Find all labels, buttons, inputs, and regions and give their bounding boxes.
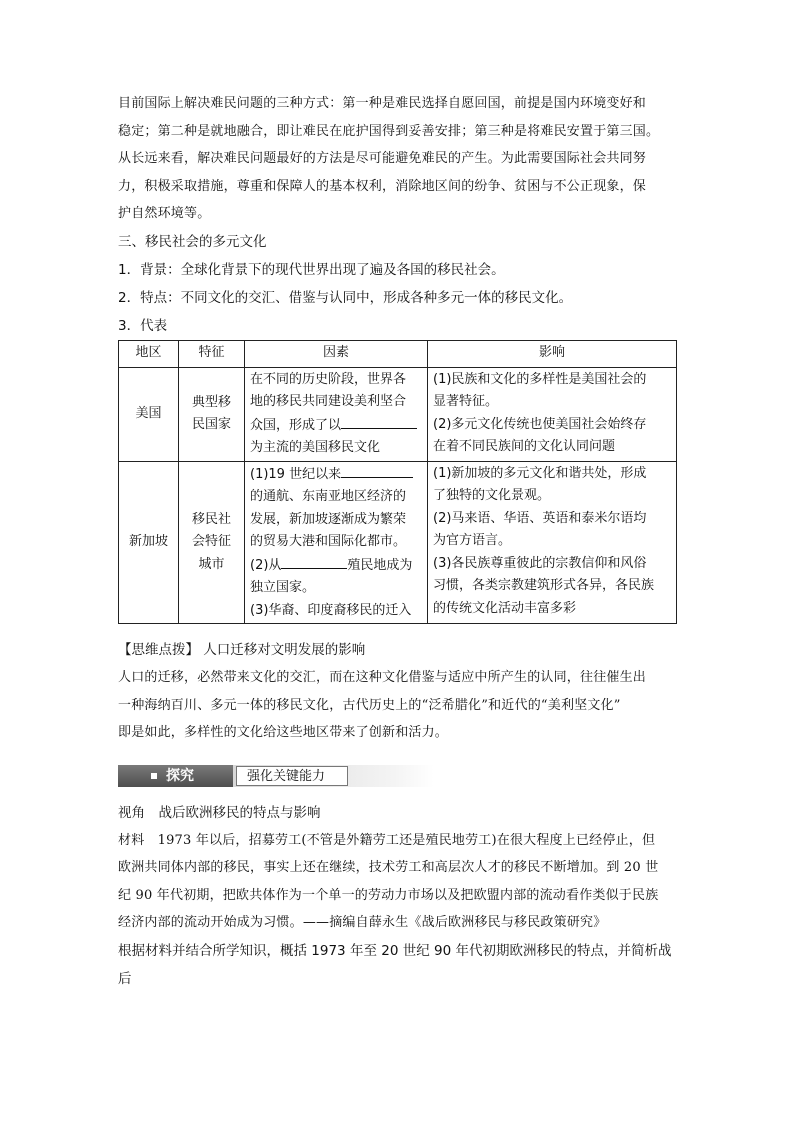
cell-factor-usa	[245, 367, 428, 461]
thinking-line: 人口的迁移，必然带来文化的交汇，而在这种文化借鉴与适应中所产生的认同，往往催生出	[118, 670, 647, 685]
fill-blank[interactable]	[341, 463, 413, 478]
cell-region-singapore: 新加坡	[119, 461, 179, 624]
feature-line: 城市	[198, 556, 225, 572]
cell-factor-singapore	[245, 461, 428, 624]
square-icon	[151, 773, 157, 779]
header-feature: 特征	[179, 340, 245, 367]
factor-text: 众国，形成了以	[250, 417, 342, 433]
impact-line: 习惯，各类宗教建筑形式各异，各民族	[433, 578, 655, 593]
material-source: ——摘编自薛永生《战后欧洲移民与移民政策研究》	[302, 915, 607, 930]
banner-right	[233, 765, 434, 787]
impact-line: (3)各民族尊重彼此的宗教信仰和风俗	[433, 555, 647, 571]
representatives-table	[118, 340, 677, 625]
intro-line: 稳定；第二种是就地融合，即让难民在庇护国得到妥善安排；第三种是将难民安置于第三国。	[118, 123, 660, 139]
header-factor: 因素	[245, 340, 428, 367]
impact-line: 为官方语言。	[433, 533, 512, 548]
table-header-row	[119, 340, 677, 367]
feature-line: 民国家	[191, 417, 231, 432]
question-text: 根据材料并结合所学知识，概括 1973 年至 20 世纪 90 年代初期欧洲移民的特点，并简析战后	[118, 942, 672, 987]
list-item-representatives: 3．代表	[118, 317, 168, 334]
section-title: 三、移民社会的多元文化	[118, 233, 267, 250]
material-block	[118, 827, 678, 937]
thinking-title: 【思维点拨】 人口迁移对文明发展的影响	[118, 642, 366, 658]
feature-line: 移民社	[191, 511, 231, 527]
feature-line: 会特征	[191, 534, 231, 549]
cell-impact-singapore	[428, 461, 677, 624]
explore-banner	[118, 765, 434, 787]
banner-ability-label: 强化关键能力	[247, 768, 326, 784]
cell-impact-usa	[428, 367, 677, 461]
factor-line: 地的移民共同建设美利坚合	[250, 394, 407, 409]
factor-line	[250, 554, 422, 578]
impact-line: 了独特的文化景观。	[433, 488, 551, 503]
factor-line: 独立国家。	[250, 580, 316, 595]
impact-line: (2)多元文化传统也使美国社会始终存	[433, 416, 647, 432]
thinking-tips	[118, 636, 678, 747]
factor-line: (3)华裔、印度裔移民的迁入	[250, 602, 412, 618]
cell-region-usa: 美国	[119, 367, 179, 461]
intro-line: 护自然环境等。	[118, 206, 211, 221]
list-item-background: 1．背景：全球化背景下的现代世界出现了遍及各国的移民社会。	[118, 261, 505, 278]
feature-line: 典型移	[191, 394, 231, 410]
perspective-title: 视角 战后欧洲移民的特点与影响	[118, 804, 321, 821]
banner-explore-label: 探究	[166, 767, 194, 784]
factor-text: (1)19 世纪以来	[250, 466, 342, 482]
cell-feature-singapore	[179, 461, 245, 624]
banner-left	[118, 765, 233, 787]
thinking-line: 一种海纳百川、多元一体的移民文化，古代历史上的“泛希腊化”和近代的“美利坚文化”	[118, 697, 621, 713]
material-line	[118, 909, 678, 937]
thinking-line: 即是如此，多样性的文化给这些地区带来了创新和活力。	[118, 725, 449, 740]
factor-line	[250, 414, 422, 438]
impact-line: (2)马来语、华语、英语和泰米尔语均	[433, 510, 647, 526]
factor-line: 的贸易大港和国际化都市。	[250, 534, 407, 549]
table-row	[119, 367, 677, 461]
factor-line: 在不同的历史阶段，世界各	[250, 371, 407, 387]
fill-blank[interactable]	[341, 414, 417, 429]
header-region: 地区	[119, 340, 179, 367]
factor-line	[250, 463, 422, 487]
intro-paragraph	[118, 90, 678, 228]
factor-line: 发展，新加坡逐渐成为繁荣	[250, 511, 407, 527]
factor-line: 为主流的美国移民文化	[250, 440, 381, 455]
material-text: 经济内部的流动开始成为习惯。	[118, 915, 303, 930]
header-impact: 影响	[428, 340, 677, 367]
cell-feature-usa	[179, 367, 245, 461]
impact-line: (1)民族和文化的多样性是美国社会的	[433, 371, 647, 387]
document-page	[118, 90, 678, 993]
impact-line: 显著特征。	[433, 394, 499, 409]
table-row	[119, 461, 677, 624]
material-line: 材料 1973 年以后，招募劳工(不管是外籍劳工还是殖民地劳工)在很大程度上已经停止，但	[118, 832, 656, 848]
intro-line: 目前国际上解决难民问题的三种方式：第一种是难民选择自愿回国，前提是国内环境变好和	[118, 96, 647, 111]
factor-text: (2)从	[250, 557, 282, 573]
factor-line: 的通航、东南亚地区经济的	[250, 489, 407, 504]
impact-line: 在着不同民族间的文化认同问题	[433, 439, 616, 454]
factor-text: 殖民地成为	[347, 557, 413, 573]
impact-line: (1)新加坡的多元文化和谐共处，形成	[433, 465, 647, 481]
fill-blank[interactable]	[281, 554, 347, 569]
impact-line: 的传统文化活动丰富多彩	[433, 600, 577, 616]
banner-box	[236, 766, 348, 786]
material-line: 纪 90 年代初期，把欧共体作为一个单一的劳动力市场以及把欧盟内部的流动看作类似于民族	[118, 887, 659, 903]
list-item-features: 2．特点：不同文化的交汇、借鉴与认同中，形成各种多元一体的移民文化。	[118, 289, 573, 306]
material-line: 欧洲共同体内部的移民，事实上还在继续，技术劳工和高层次人才的移民不断增加。到 20 世	[118, 860, 659, 875]
intro-line: 从长远来看，解决难民问题最好的方法是尽可能避免难民的产生。为此需要国际社会共同努	[118, 151, 647, 166]
intro-line: 力，积极采取措施，尊重和保障人的基本权利，消除地区间的纷争、贫困与不公正现象，保	[118, 178, 647, 194]
